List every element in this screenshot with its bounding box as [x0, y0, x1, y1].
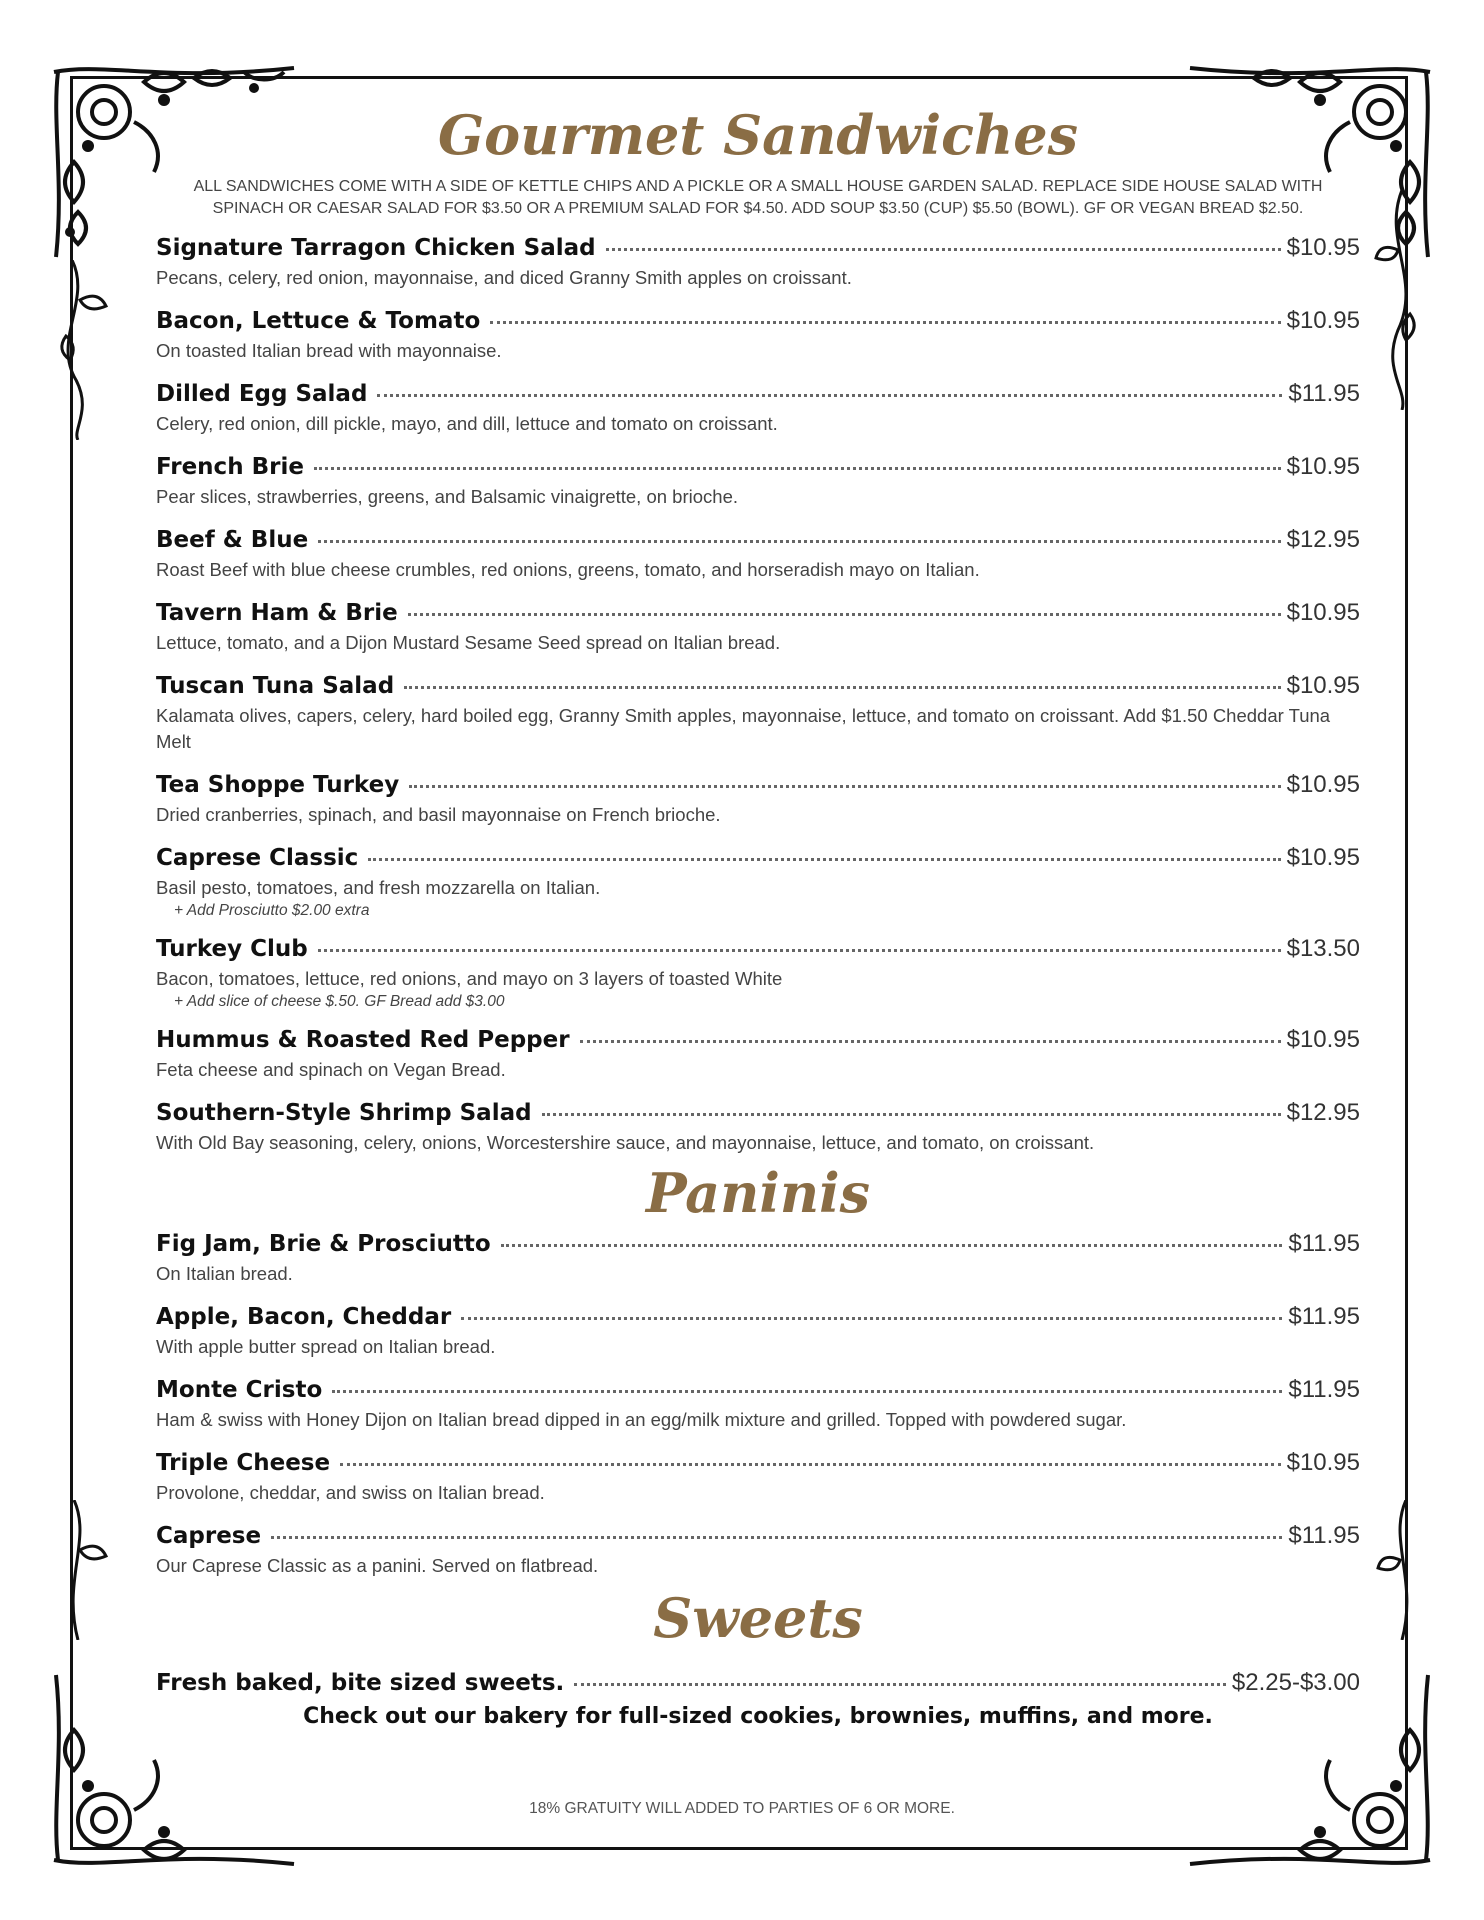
item-description: Roast Beef with blue cheese crumbles, red onions, greens, tomato, and horseradish mayo on Italian. — [156, 559, 980, 580]
item-name: French Brie — [156, 454, 304, 480]
menu-item — [156, 1230, 1360, 1287]
menu-item — [156, 380, 1360, 437]
item-name: Tavern Ham & Brie — [156, 600, 398, 626]
item-description: Pecans, celery, red onion, mayonnaise, and diced Granny Smith apples on croissant. — [156, 267, 852, 288]
item-description: Feta cheese and spinach on Vegan Bread. — [156, 1059, 506, 1080]
item-name: Caprese — [156, 1523, 262, 1549]
dot-leader — [332, 1389, 1282, 1393]
item-name: Beef & Blue — [156, 527, 309, 553]
item-description: Celery, red onion, dill pickle, mayo, and dill, lettuce and tomato on croissant. — [156, 413, 778, 434]
gratuity-footer: 18% GRATUITY WILL ADDED TO PARTIES OF 6 OR MORE. — [529, 1800, 955, 1817]
vine-icon — [1362, 190, 1432, 410]
item-description: Provolone, cheddar, and swiss on Italian bread. — [156, 1482, 545, 1503]
item-name: Turkey Club — [156, 936, 308, 962]
item-name: Southern-Style Shrimp Salad — [156, 1100, 532, 1126]
dot-leader — [377, 393, 1282, 397]
item-description: Kalamata olives, capers, celery, hard boiled egg, Granny Smith apples, mayonnaise, lettuce, and tomato on croissant. Add $1.50 Cheddar Tuna Melt — [156, 705, 1331, 752]
item-description: Our Caprese Classic as a panini. Served on flatbread. — [156, 1555, 599, 1576]
section-title-sweets: Sweets — [653, 1586, 863, 1650]
item-description: Bacon, tomatoes, lettuce, red onions, and mayo on 3 layers of toasted White — [156, 968, 783, 989]
menu-item — [156, 1449, 1360, 1506]
dot-leader — [368, 857, 1280, 861]
menu-item — [156, 599, 1360, 656]
item-description: On Italian bread. — [156, 1263, 293, 1284]
item-price: $11.95 — [1288, 1303, 1360, 1330]
section-title-sandwiches: Gourmet Sandwiches — [438, 103, 1078, 167]
item-price: $11.95 — [1288, 380, 1360, 407]
item-name: Apple, Bacon, Cheddar — [156, 1304, 452, 1330]
menu-item — [156, 1303, 1360, 1360]
item-price: $10.95 — [1286, 1449, 1360, 1476]
dot-leader — [409, 784, 1280, 788]
item-price: $10.95 — [1286, 672, 1360, 699]
bakery-note: Check out our bakery for full-sized cookies, brownies, muffins, and more. — [303, 1704, 1213, 1729]
item-price: $11.95 — [1288, 1376, 1360, 1403]
menu-item — [156, 1669, 1360, 1700]
item-description: Dried cranberries, spinach, and basil mayonnaise on French brioche. — [156, 804, 721, 825]
item-name: Dilled Egg Salad — [156, 381, 368, 407]
menu-item — [156, 1376, 1360, 1433]
vine-icon — [52, 260, 122, 440]
item-name: Fresh baked, bite sized sweets. — [156, 1670, 565, 1696]
item-name: Triple Cheese — [156, 1450, 331, 1476]
dot-leader — [542, 1112, 1281, 1116]
item-name: Signature Tarragon Chicken Salad — [156, 235, 596, 261]
item-price: $10.95 — [1286, 844, 1360, 871]
item-price: $11.95 — [1288, 1230, 1360, 1257]
item-description: With apple butter spread on Italian bread. — [156, 1336, 496, 1357]
menu-item — [156, 1522, 1360, 1579]
item-description: With Old Bay seasoning, celery, onions, Worcestershire sauce, and mayonnaise, lettuce, and tomato, on croissant. — [156, 1132, 1095, 1153]
vine-icon — [52, 1500, 122, 1640]
vine-icon — [1362, 1500, 1432, 1640]
item-price: $10.95 — [1286, 234, 1360, 261]
item-description: Basil pesto, tomatoes, and fresh mozzarella on Italian. — [156, 877, 601, 898]
menu-item — [156, 526, 1360, 583]
dot-leader — [574, 1682, 1226, 1686]
item-price: $10.95 — [1286, 453, 1360, 480]
item-name: Bacon, Lettuce & Tomato — [156, 308, 481, 334]
item-name: Hummus & Roasted Red Pepper — [156, 1027, 570, 1053]
menu-item — [156, 1026, 1360, 1083]
menu-item — [156, 935, 1360, 1012]
item-price: $10.95 — [1286, 599, 1360, 626]
item-addon-note: + Add Prosciutto $2.00 extra — [174, 902, 370, 919]
item-description: Pear slices, strawberries, greens, and Balsamic vinaigrette, on brioche. — [156, 486, 738, 507]
item-description: Lettuce, tomato, and a Dijon Mustard Sesame Seed spread on Italian bread. — [156, 632, 781, 653]
item-name: Tea Shoppe Turkey — [156, 772, 400, 798]
dot-leader — [408, 612, 1281, 616]
item-price: $12.95 — [1286, 1099, 1360, 1126]
item-name: Tuscan Tuna Salad — [156, 673, 395, 699]
item-price: $10.95 — [1286, 771, 1360, 798]
sandwich-intro-text: ALL SANDWICHES COME WITH A SIDE OF KETTLE CHIPS AND A PICKLE OR A SMALL HOUSE GARDEN SALAD. REPLACE SIDE HOUSE SALAD WITH SPINACH OR CAESAR SALAD FOR $3.50 OR A PREMIUM SALAD FOR $4.50. ADD SOUP $3.50 (CUP) $5.50 (BOWL). GF OR VEGAN BREAD $2.50. — [193, 178, 1323, 217]
menu-item — [156, 453, 1360, 510]
item-name: Fig Jam, Brie & Prosciutto — [156, 1231, 491, 1257]
item-price: $11.95 — [1288, 1522, 1360, 1549]
item-addon-note: + Add slice of cheese $.50. GF Bread add $3.00 — [174, 993, 505, 1010]
dot-leader — [340, 1462, 1281, 1466]
dot-leader — [580, 1039, 1281, 1043]
dot-leader — [271, 1535, 1282, 1539]
item-price: $12.95 — [1286, 526, 1360, 553]
menu-item — [156, 1099, 1360, 1156]
dot-leader — [318, 948, 1281, 952]
section-title-paninis: Paninis — [645, 1161, 871, 1225]
menu-item — [156, 234, 1360, 291]
menu-content — [156, 100, 1360, 1729]
dot-leader — [501, 1243, 1283, 1247]
item-price: $10.95 — [1286, 307, 1360, 334]
dot-leader — [490, 320, 1280, 324]
item-name: Caprese Classic — [156, 845, 359, 871]
item-description: On toasted Italian bread with mayonnaise. — [156, 340, 502, 361]
item-price: $10.95 — [1286, 1026, 1360, 1053]
dot-leader — [606, 247, 1281, 251]
dot-leader — [318, 539, 1280, 543]
item-price: $13.50 — [1286, 935, 1360, 962]
item-description: Ham & swiss with Honey Dijon on Italian bread dipped in an egg/milk mixture and grilled. Topped with powdered sugar. — [156, 1409, 1127, 1430]
menu-item — [156, 672, 1360, 755]
dot-leader — [461, 1316, 1282, 1320]
menu-item — [156, 844, 1360, 921]
item-name: Monte Cristo — [156, 1377, 323, 1403]
menu-item — [156, 771, 1360, 828]
dot-leader — [314, 466, 1281, 470]
dot-leader — [404, 685, 1280, 689]
menu-item — [156, 307, 1360, 364]
item-price: $2.25-$3.00 — [1231, 1669, 1360, 1696]
